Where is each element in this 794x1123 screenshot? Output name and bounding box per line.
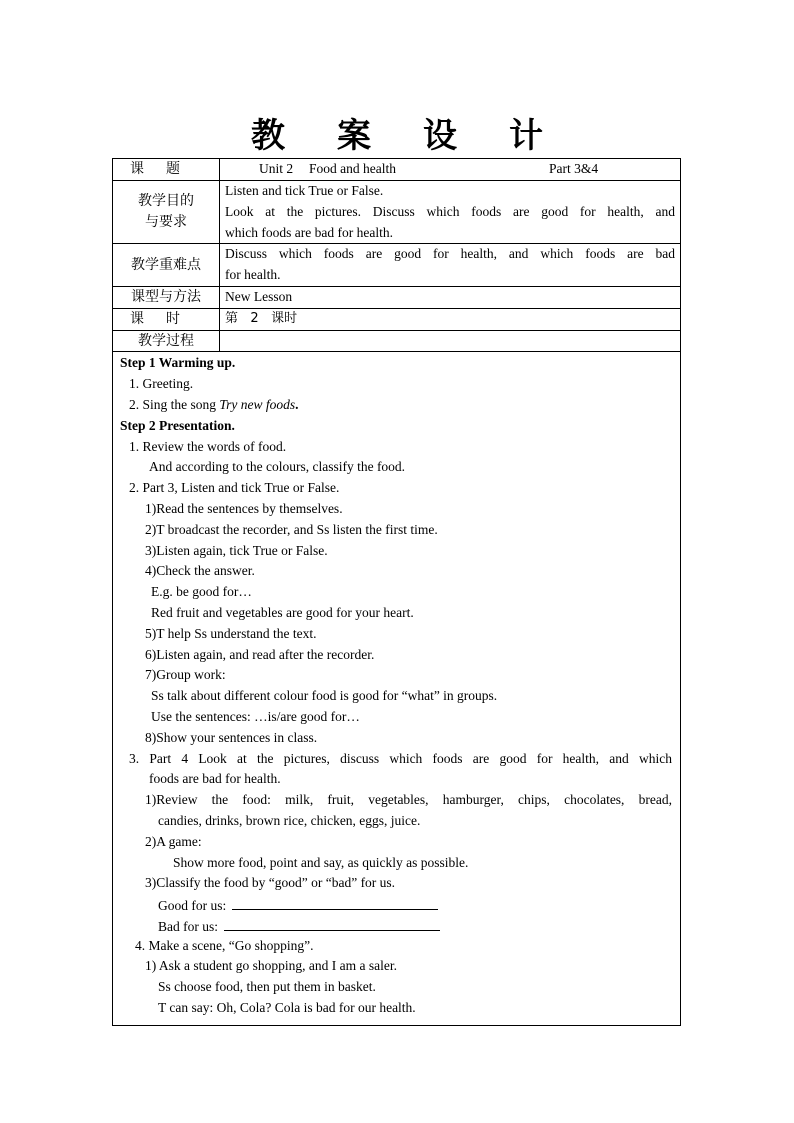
process-line: 1)Review the food: milk, fruit, vegetables, hamburger, chips, chocolates, bread,: [145, 792, 672, 808]
row-topic: [113, 159, 681, 181]
process-line: And according to the colours, classify the food.: [149, 459, 406, 475]
page-title: [0, 108, 794, 157]
lesson-plan-table: [112, 158, 681, 1026]
row-objectives: [113, 181, 681, 244]
unit-number: Unit 2: [259, 161, 294, 177]
label-key-points: 教学重难点: [113, 244, 220, 287]
process-line: Use the sentences: …is/are good for…: [151, 708, 360, 724]
process-line: 6)Listen again, and read after the recorder.: [145, 646, 375, 662]
label-objectives: 教学目的 与要求: [113, 181, 220, 244]
row-process-body: [113, 352, 681, 1026]
bad-for-us-line: Bad for us:: [120, 915, 672, 936]
process-line: 2)T broadcast the recorder, and Ss listen the first time.: [145, 521, 438, 537]
process-line: candies, drinks, brown rice, chicken, eggs, juice.: [158, 812, 421, 828]
row-process-label: [113, 330, 681, 352]
process-content: [113, 352, 681, 1026]
title-char: 教: [251, 116, 285, 156]
step-heading: Step 2 Presentation.: [120, 417, 235, 433]
title-char: 计: [509, 116, 543, 156]
value-key-points: Discuss which foods are good for health, and which foods are bad for health.: [220, 244, 681, 287]
value-objectives: Listen and tick True or False. Look at the pictures. Discuss which foods are good for health, and which foods are bad for health.: [220, 181, 681, 244]
process-line: 4)Check the answer.: [145, 563, 255, 579]
good-for-us-line: Good for us:: [120, 894, 672, 915]
process-line: 8)Show your sentences in class.: [145, 729, 318, 745]
process-line: 3)Classify the food by “good” or “bad” for us.: [145, 875, 396, 891]
title-char: 设: [423, 116, 457, 156]
process-line: 5)T help Ss understand the text.: [145, 625, 317, 641]
answer-blank[interactable]: [232, 894, 438, 910]
process-line: 1)Read the sentences by themselves.: [145, 500, 343, 516]
process-line: 2. Part 3, Listen and tick True or False.: [129, 480, 340, 496]
process-line: Ss talk about different colour food is good for “what” in groups.: [151, 688, 498, 704]
process-line: 2)A game:: [145, 833, 202, 849]
label-period: 课时: [113, 308, 220, 330]
process-line: Red fruit and vegetables are good for your heart.: [151, 604, 414, 620]
process-line: Ss choose food, then put them in basket.: [158, 979, 376, 995]
process-line: 3)Listen again, tick True or False.: [145, 542, 328, 558]
process-line: 1. Review the words of food.: [129, 438, 287, 454]
process-line: Show more food, point and say, as quickly as possible.: [173, 854, 469, 870]
label-lesson-type: 课型与方法: [113, 286, 220, 308]
value-topic: [220, 159, 681, 181]
process-line: T can say: Oh, Cola? Cola is bad for our health.: [158, 1000, 416, 1016]
row-period: [113, 308, 681, 330]
row-key-points: [113, 244, 681, 287]
process-line: 1) Ask a student go shopping, and I am a saler.: [145, 958, 397, 974]
step-heading: Step 1 Warming up.: [120, 355, 236, 371]
value-period: 第 2 课时: [220, 308, 681, 330]
title-char: 案: [337, 116, 371, 156]
process-line: 7)Group work:: [145, 667, 226, 683]
row-lesson-type: [113, 286, 681, 308]
label-process: 教学过程: [113, 330, 220, 352]
process-line: 2. Sing the song Try new foods.: [129, 396, 299, 412]
song-title: Try new foods: [219, 396, 296, 412]
process-line: 1. Greeting.: [129, 376, 194, 392]
part-number: Part 3&4: [549, 161, 599, 177]
process-line: foods are bad for health.: [149, 771, 281, 787]
process-line: 4. Make a scene, “Go shopping”.: [135, 937, 314, 953]
value-process: [220, 330, 681, 352]
unit-topic: Food and health: [309, 161, 396, 177]
process-line: E.g. be good for…: [151, 584, 252, 600]
answer-blank[interactable]: [224, 915, 440, 931]
label-topic: 课题: [113, 159, 220, 181]
process-line: 3. Part 4 Look at the pictures, discuss which foods are good for health, and which: [129, 750, 672, 766]
value-lesson-type: New Lesson: [220, 286, 681, 308]
